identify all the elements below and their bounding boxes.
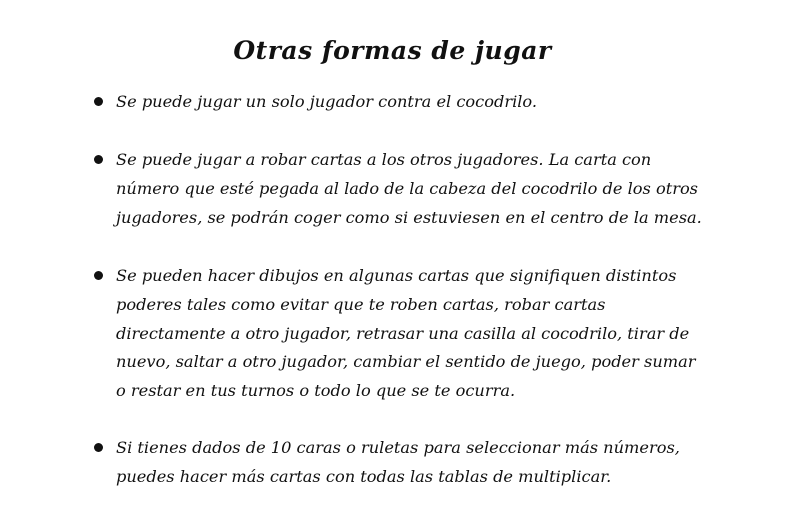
list-item <box>116 146 716 232</box>
text-line: Si tienes dados de 10 caras o ruletas para seleccionar más números, <box>116 438 680 457</box>
text-line: puedes hacer más cartas con todas las tablas de multiplicar. <box>116 466 612 486</box>
list-item <box>116 434 716 492</box>
bullet-point-icon <box>94 97 103 106</box>
page-title: Otras formas de jugar <box>233 35 552 65</box>
bullet-point-icon <box>94 443 103 452</box>
text-line: o restar en tus turnos o todo lo que se te ocurra. <box>116 381 516 401</box>
text-line: jugadores, se podrán coger como si estuviesen en el centro de la mesa. <box>116 207 702 227</box>
bullet-point-icon <box>94 155 103 164</box>
text-line: Se puede jugar un solo jugador contra el cocodrilo. <box>116 92 538 111</box>
text-line: Se pueden hacer dibujos en algunas cartas que signifiquen distintos <box>116 266 677 285</box>
text-line: poderes tales como evitar que te roben cartas, robar cartas <box>116 294 606 314</box>
list-item <box>116 88 716 117</box>
list-item <box>116 262 716 406</box>
text-line: nuevo, saltar a otro jugador, cambiar el sentido de juego, poder sumar <box>116 352 696 372</box>
bullet-point-icon <box>94 271 103 280</box>
text-line: Se puede jugar a robar cartas a los otros jugadores. La carta con <box>116 150 652 169</box>
text-line: número que esté pegada al lado de la cabeza del cocodrilo de los otros <box>116 178 698 198</box>
text-line: directamente a otro jugador, retrasar una casilla al cocodrilo, tirar de <box>116 323 690 343</box>
